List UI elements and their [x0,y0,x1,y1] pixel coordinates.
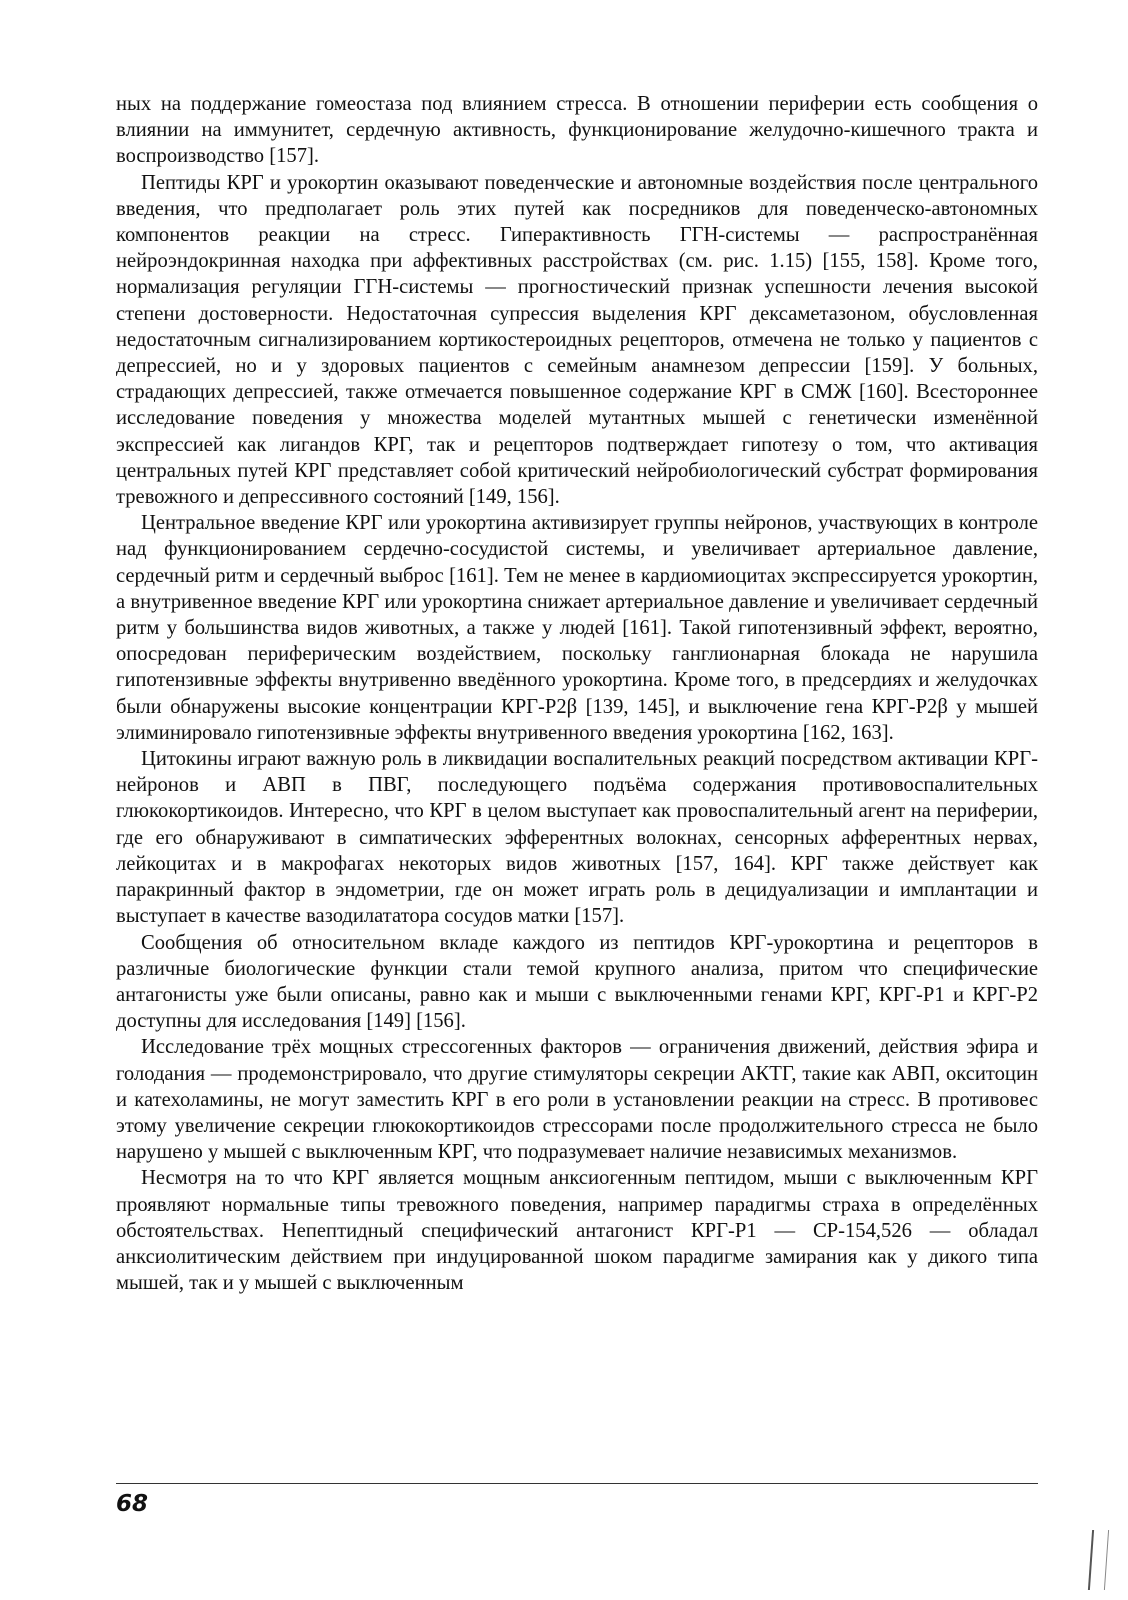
paragraph-5: Сообщения об относительном вкладе каждого из пептидов КРГ-урокортина и рецепторов в различные биологические функции стали темой крупного анализа, притом что специфические антагонисты уже были описаны, равно как и мыши с выключенными генами КРГ, КРГ-Р1 и КРГ-Р2 доступны для исследования [149] [156]. [116,931,1038,1033]
scan-edge-mark [1088,1530,1109,1590]
footer-rule [116,1483,1038,1484]
paragraph-6: Исследование трёх мощных стрессогенных факторов — ограничения движений, действия эфира и голодания — продемонстрировало, что другие стимуляторы секреции АКТГ, такие как АВП, окситоцин и катехоламины, не могут заместить КРГ в его роли в установлении реакции на стресс. В противовес этому увеличение секреции глюкокортикоидов стрессорами после продолжительного стресса не было нарушено у мышей с выключенным КРГ, что подразумевает наличие независимых механизмов. [116,1036,1038,1164]
paragraph-3: Центральное введение КРГ или урокортина активизирует группы нейронов, участвующих в контроле над функционированием сердечно-сосудистой системы, и увеличивает артериальное давление, сердечный ритм и сердечный выброс [161]. Тем не менее в кардиомиоцитах экспрессируется урокортин, а внутривенное введение КРГ или урокортина снижает артериальное давление и увеличивает сердечный ритм у большинства видов животных, а также у людей [161]. Такой гипотензивный эффект, вероятно, опосредован периферическим воздействием, поскольку ганглионарная блокада не нарушила гипотензивные эффекты внутривенно введённого урокортина. Кроме того, в предсердиях и желудочках были обнаружены высокие концентрации КРГ-Р2β [139, 145], и выключение гена КРГ-Р2β у мышей элиминировало гипотензивные эффекты внутривенного введения урокортина [162, 163]. [116,512,1038,744]
body-text [116,91,1038,1296]
paragraph-1: ных на поддержание гомеостаза под влиянием стресса. В отношении периферии есть сообщения о влиянии на иммунитет, сердечную активность, функционирование желудочно-кишечного тракта и воспроизводство [157]. [116,93,1038,168]
paragraph-7: Несмотря на то что КРГ является мощным анксиогенным пептидом, мыши с выключенным КРГ проявляют нормальные типы тревожного поведения, например парадигмы страха в определённых обстоятельствах. Непептидный специфический антагонист КРГ-Р1 — СР-154,526 — обладал анксиолитическим действием при индуцированной шоком парадигме замирания как у дикого типа мышей, так и у мышей с выключенным [116,1167,1038,1295]
page-number: 68 [116,1491,149,1517]
paragraph-4: Цитокины играют важную роль в ликвидации воспалительных реакций посредством активации КРГ-нейронов и АВП в ПВГ, последующего подъёма содержания противовоспалительных глюкокортикоидов. Интересно, что КРГ в целом выступает как провоспалительный агент на периферии, где его обнаруживают в симпатических эфферентных волокнах, сенсорных афферентных нервах, лейкоцитах и в макрофагах некоторых видов животных [157, 164]. КРГ также действует как паракринный фактор в эндометрии, где он может играть роль в децидуализации и имплантации и выступает в качестве вазодилататора сосудов матки [157]. [116,748,1038,928]
paragraph-2: Пептиды КРГ и урокортин оказывают поведенческие и автономные воздействия после центрального введения, что предполагает роль этих путей как посредников для поведенческо-автономных компонентов реакции на стресс. Гиперактивность ГГН-системы — распространённая нейроэндокринная находка при аффективных расстройствах (см. рис. 1.15) [155, 158]. Кроме того, нормализация регуляции ГГН-системы — прогностический признак успешности лечения высокой степени достоверности. Недостаточная супрессия выделения КРГ дексаметазоном, обусловленная недостаточным сигнализированием кортикостероидных рецепторов, отмечена не только у пациентов с депрессией, но и у здоровых пациентов с семейным анамнезом депрессии [159]. У больных, страдающих депрессией, также отмечается повышенное содержание КРГ в СМЖ [160]. Всестороннее исследование поведения у множества моделей мутантных мышей с генетически изменённой экспрессией как лигандов КРГ, так и рецепторов подтверждает гипотезу о том, что активация центральных путей КРГ представляет собой критический нейробиологический субстрат формирования тревожного и депрессивного состояний [149, 156]. [116,171,1038,509]
